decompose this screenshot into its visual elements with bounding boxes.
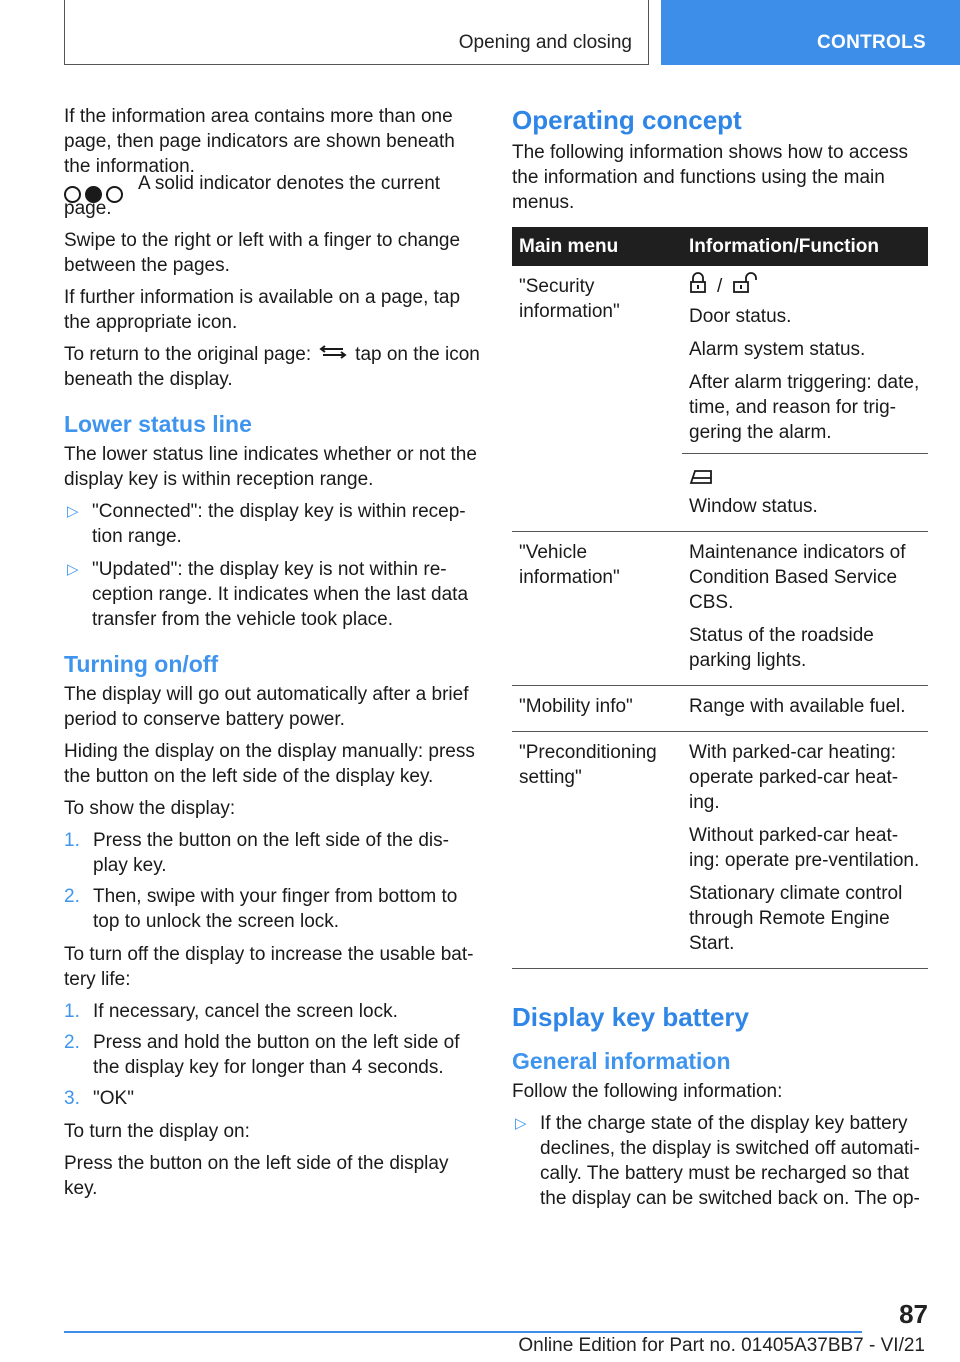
turning-p5: To turn the display on: xyxy=(64,1121,250,1143)
general-info-heading: General information xyxy=(512,1048,731,1074)
slash-text: / xyxy=(717,275,723,297)
table-row xyxy=(512,732,928,969)
lower-status-heading: Lower status line xyxy=(64,411,252,438)
header-chapter-box xyxy=(661,0,960,65)
swipe-paragraph: Swipe to the right or left with a finger to change between the pages. xyxy=(64,230,461,276)
battery-heading: Display key battery xyxy=(512,1002,750,1032)
lower-status-text: The lower status line indicates whether or not the display key is within reception range. xyxy=(64,444,477,491)
turning-p3: To show the display: xyxy=(64,798,236,820)
table-header-main-menu: Main menu xyxy=(512,227,682,266)
show-steps xyxy=(64,828,480,934)
operating-text: The following information shows how to access the information and functions using the main menus. xyxy=(512,142,909,213)
range-info: Range with available fuel. xyxy=(689,696,906,717)
turning-p4: To turn off the display to increase the usable bat‐tery life: xyxy=(64,944,474,991)
menu-preconditioning: "Preconditioning setting" xyxy=(512,732,682,969)
table-row xyxy=(512,686,928,732)
tap-paragraph: If further information is available on a page, tap the appropriate icon. xyxy=(64,287,461,333)
back-arrow-icon xyxy=(319,342,347,367)
intro-paragraph: If the information area contains more than one page, then page indicators are shown beneath the information. xyxy=(64,106,455,177)
list-item: ▷ "Updated": the display key is not within re‐ception range. It indicates when the last data transfer from the vehicle took place. xyxy=(67,559,469,631)
turning-p1: The display will go out automatically after a brief period to conserve battery power. xyxy=(64,684,469,731)
return-text-b: tap on the icon beneath the display. xyxy=(64,344,480,391)
remote-start-info: Stationary climate control through Remote Engine Start. xyxy=(689,883,903,954)
list-item: 3. "OK" xyxy=(64,1088,134,1110)
list-item: ▷ "Connected": the display key is within recep‐tion range. xyxy=(67,501,466,548)
table-row xyxy=(512,266,928,532)
triangle-bullet-icon: ▷ xyxy=(67,561,79,579)
indicator-text: A solid indicator denotes the current page. xyxy=(64,173,441,219)
pre-ventilation-info: Without parked-car heat‐ing: operate pre-ventilation. xyxy=(689,825,920,871)
parking-lights-info: Status of the roadside parking lights. xyxy=(689,625,874,671)
page-number: 87 xyxy=(899,1299,928,1329)
off-steps xyxy=(64,999,480,1111)
menu-vehicle: "Vehicle information" xyxy=(512,532,682,686)
locked-icon xyxy=(689,272,707,301)
menu-table xyxy=(512,227,928,969)
list-item: ▷ If the charge state of the display key battery declines, the display is switched off automati‐cally. The battery must be recharged so that the display can be switched back on. The op‐ xyxy=(515,1113,920,1209)
return-paragraph xyxy=(64,342,480,392)
battery-list xyxy=(512,1111,928,1211)
section-title: Opening and closing xyxy=(458,32,632,53)
list-item: 1. If necessary, cancel the screen lock. xyxy=(64,1001,398,1023)
triangle-bullet-icon: ▷ xyxy=(67,503,79,521)
turning-heading: Turning on/off xyxy=(64,651,219,678)
right-column xyxy=(512,104,928,1221)
alarm-trigger-info: After alarm triggering: date, time, and reason for trig‐gering the alarm. xyxy=(689,372,920,443)
window-icon xyxy=(689,464,928,488)
menu-security: "Security information" xyxy=(512,266,682,532)
table-row xyxy=(512,532,928,686)
list-item: 1. Press the button on the left side of the dis‐play key. xyxy=(64,830,449,877)
parked-car-heating-info: With parked-car heating: operate parked-car heat‐ing. xyxy=(689,742,899,813)
cbs-info: Maintenance indicators of Condition Based Service CBS. xyxy=(689,542,906,613)
header-section-box xyxy=(64,0,649,65)
turning-p6: Press the button on the left side of the display key. xyxy=(64,1153,449,1200)
list-item: 2. Press and hold the button on the left side of the display key for longer than 4 seconds. xyxy=(64,1032,460,1079)
lower-status-list xyxy=(64,499,480,632)
menu-mobility: "Mobility info" xyxy=(512,686,682,732)
window-sub-cell xyxy=(682,453,928,519)
list-item: 2. Then, swipe with your finger from bottom to top to unlock the screen lock. xyxy=(64,886,458,933)
operating-heading: Operating concept xyxy=(512,105,742,135)
door-status: Door status. xyxy=(689,306,792,327)
turning-p2: Hiding the display on the display manually: press the button on the left side of the display key. xyxy=(64,741,475,788)
edition-text: Online Edition for Part no. 01405A37BB7 - VI/21 xyxy=(518,1335,925,1356)
chapter-title: CONTROLS xyxy=(816,32,926,53)
left-column xyxy=(64,104,480,1208)
unlocked-icon xyxy=(732,272,758,301)
table-header-function: Information/Function xyxy=(682,227,928,266)
return-text-a: To return to the original page: xyxy=(64,344,312,365)
battery-text: Follow the following information: xyxy=(512,1081,783,1102)
window-status: Window status. xyxy=(689,496,818,517)
lock-icons xyxy=(689,274,921,298)
triangle-bullet-icon: ▷ xyxy=(515,1115,527,1132)
alarm-status: Alarm system status. xyxy=(689,339,866,360)
